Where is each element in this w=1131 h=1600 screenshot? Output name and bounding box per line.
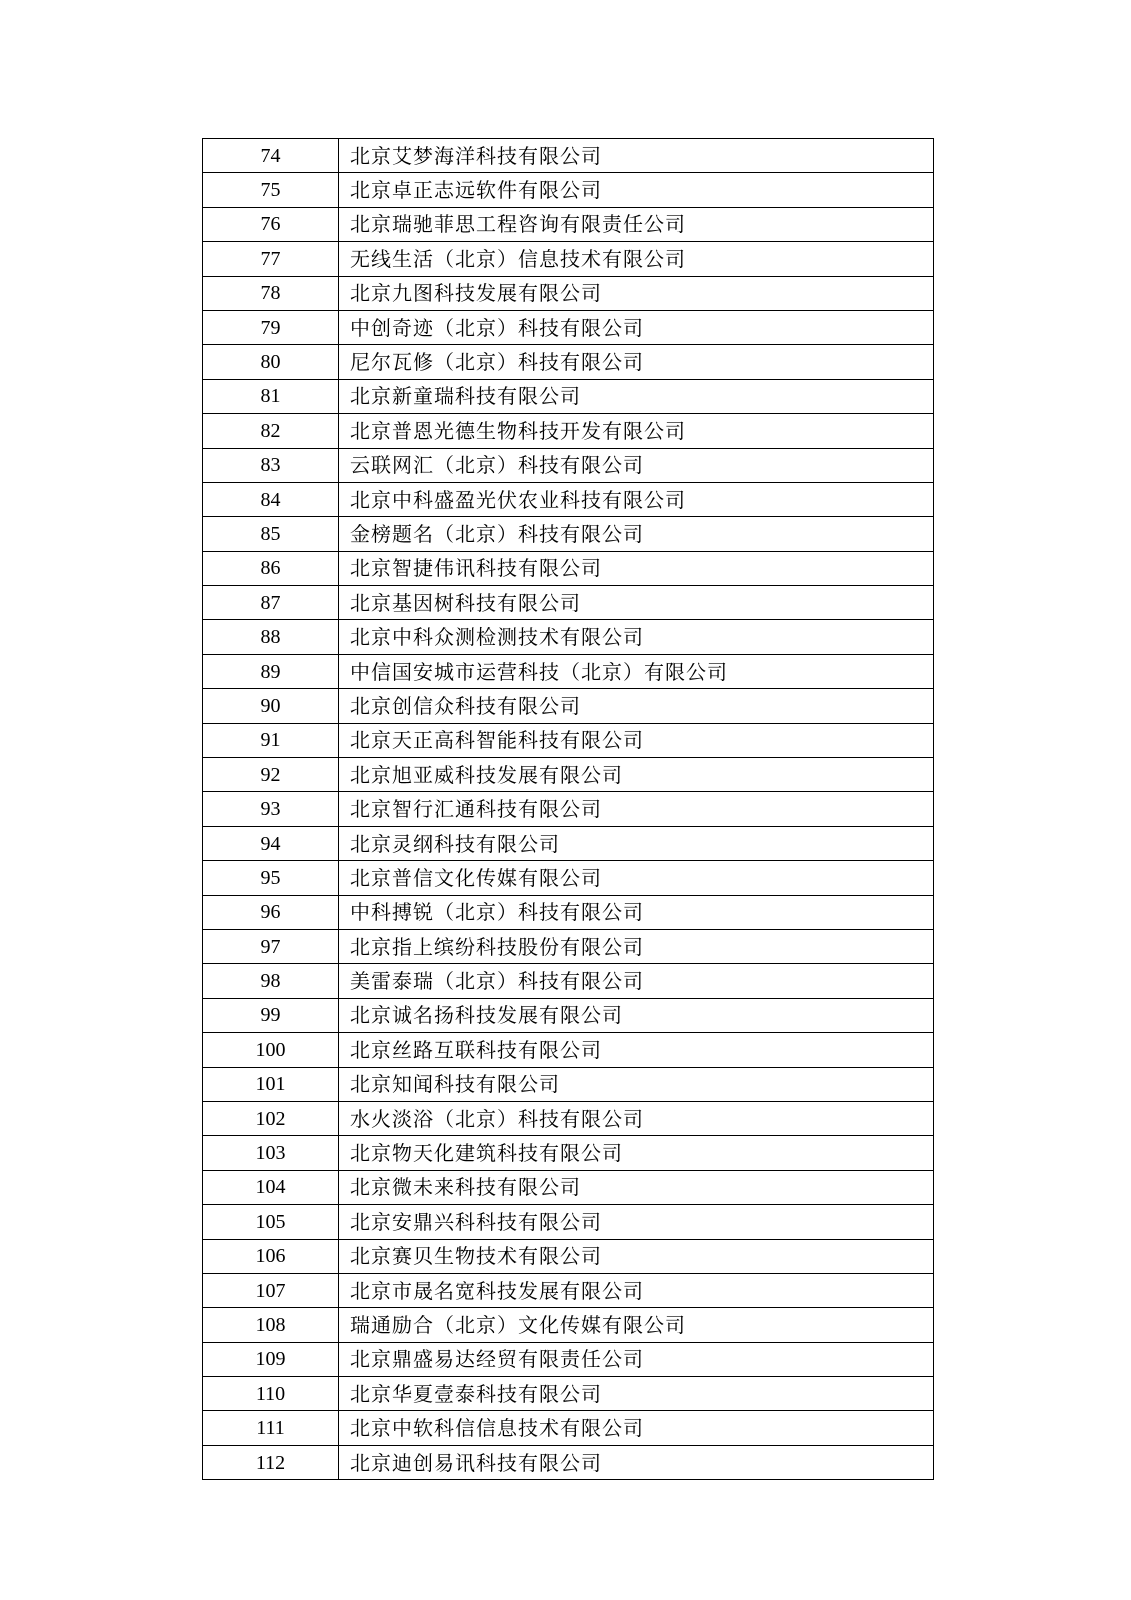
row-number: 76 [203,207,339,241]
table-row [203,1205,934,1239]
table-row [203,276,934,310]
row-number: 92 [203,758,339,792]
company-name: 北京中软科信信息技术有限公司 [339,1411,934,1445]
company-name: 北京九图科技发展有限公司 [339,276,934,310]
table-row [203,1067,934,1101]
company-name: 北京中科众测检测技术有限公司 [339,620,934,654]
table-row [203,414,934,448]
company-name: 北京鼎盛易达经贸有限责任公司 [339,1342,934,1376]
row-number: 94 [203,826,339,860]
table-row [203,964,934,998]
table-row [203,139,934,173]
table-row [203,1377,934,1411]
company-name: 中科搏锐（北京）科技有限公司 [339,895,934,929]
row-number: 78 [203,276,339,310]
row-number: 100 [203,1033,339,1067]
company-name: 北京旭亚威科技发展有限公司 [339,758,934,792]
row-number: 86 [203,551,339,585]
company-name: 北京灵纲科技有限公司 [339,826,934,860]
row-number: 81 [203,379,339,413]
table-row [203,792,934,826]
company-name: 北京赛贝生物技术有限公司 [339,1239,934,1273]
table-row [203,207,934,241]
row-number: 75 [203,173,339,207]
row-number: 74 [203,139,339,173]
company-name: 中信国安城市运营科技（北京）有限公司 [339,654,934,688]
table-row [203,242,934,276]
table-row [203,1411,934,1445]
company-name: 北京基因树科技有限公司 [339,586,934,620]
table-row [203,1033,934,1067]
row-number: 96 [203,895,339,929]
company-name: 北京艾梦海洋科技有限公司 [339,139,934,173]
table-row [203,551,934,585]
company-name: 瑞通励合（北京）文化传媒有限公司 [339,1308,934,1342]
company-name: 水火淡浴（北京）科技有限公司 [339,1101,934,1135]
row-number: 85 [203,517,339,551]
row-number: 108 [203,1308,339,1342]
company-name: 无线生活（北京）信息技术有限公司 [339,242,934,276]
company-name: 云联网汇（北京）科技有限公司 [339,448,934,482]
row-number: 79 [203,310,339,344]
row-number: 95 [203,861,339,895]
row-number: 110 [203,1377,339,1411]
company-name: 北京天正高科智能科技有限公司 [339,723,934,757]
company-name: 北京普信文化传媒有限公司 [339,861,934,895]
table-row [203,826,934,860]
row-number: 102 [203,1101,339,1135]
table-row [203,861,934,895]
company-name: 北京安鼎兴科科技有限公司 [339,1205,934,1239]
row-number: 98 [203,964,339,998]
row-number: 90 [203,689,339,723]
table-row [203,998,934,1032]
company-name: 北京创信众科技有限公司 [339,689,934,723]
table-row [203,1308,934,1342]
table-row [203,1273,934,1307]
row-number: 109 [203,1342,339,1376]
row-number: 87 [203,586,339,620]
company-name: 北京新童瑞科技有限公司 [339,379,934,413]
table-row [203,482,934,516]
company-name: 北京瑞驰菲思工程咨询有限责任公司 [339,207,934,241]
company-name: 北京物天化建筑科技有限公司 [339,1136,934,1170]
row-number: 89 [203,654,339,688]
row-number: 101 [203,1067,339,1101]
table-row [203,929,934,963]
company-name: 北京中科盛盈光伏农业科技有限公司 [339,482,934,516]
table-row [203,1342,934,1376]
table-row [203,310,934,344]
row-number: 111 [203,1411,339,1445]
company-list-table [202,138,934,1480]
row-number: 103 [203,1136,339,1170]
company-name: 美雷泰瑞（北京）科技有限公司 [339,964,934,998]
row-number: 93 [203,792,339,826]
table-row [203,173,934,207]
table-row [203,620,934,654]
row-number: 97 [203,929,339,963]
row-number: 84 [203,482,339,516]
table-row [203,1136,934,1170]
company-name: 中创奇迹（北京）科技有限公司 [339,310,934,344]
company-name: 北京指上缤纷科技股份有限公司 [339,929,934,963]
row-number: 105 [203,1205,339,1239]
table-row [203,517,934,551]
table-row [203,723,934,757]
company-name: 北京卓正志远软件有限公司 [339,173,934,207]
company-list-body [203,139,934,1480]
row-number: 106 [203,1239,339,1273]
row-number: 99 [203,998,339,1032]
company-name: 北京迪创易讯科技有限公司 [339,1445,934,1479]
table-row [203,586,934,620]
table-row [203,345,934,379]
table-row [203,654,934,688]
company-name: 北京普恩光德生物科技开发有限公司 [339,414,934,448]
table-row [203,689,934,723]
company-name: 北京微未来科技有限公司 [339,1170,934,1204]
table-row [203,1101,934,1135]
company-name: 北京知闻科技有限公司 [339,1067,934,1101]
row-number: 88 [203,620,339,654]
row-number: 77 [203,242,339,276]
table-row [203,895,934,929]
company-name: 金榜题名（北京）科技有限公司 [339,517,934,551]
company-name: 北京智捷伟讯科技有限公司 [339,551,934,585]
table-row [203,1445,934,1479]
company-name: 北京丝路互联科技有限公司 [339,1033,934,1067]
company-name: 北京智行汇通科技有限公司 [339,792,934,826]
table-row [203,379,934,413]
company-name: 北京诚名扬科技发展有限公司 [339,998,934,1032]
table-row [203,1239,934,1273]
row-number: 80 [203,345,339,379]
table-row [203,1170,934,1204]
row-number: 107 [203,1273,339,1307]
table-row [203,758,934,792]
row-number: 91 [203,723,339,757]
row-number: 104 [203,1170,339,1204]
company-name: 北京市晟名宽科技发展有限公司 [339,1273,934,1307]
row-number: 82 [203,414,339,448]
row-number: 112 [203,1445,339,1479]
company-name: 北京华夏壹泰科技有限公司 [339,1377,934,1411]
table-row [203,448,934,482]
row-number: 83 [203,448,339,482]
company-name: 尼尔瓦修（北京）科技有限公司 [339,345,934,379]
